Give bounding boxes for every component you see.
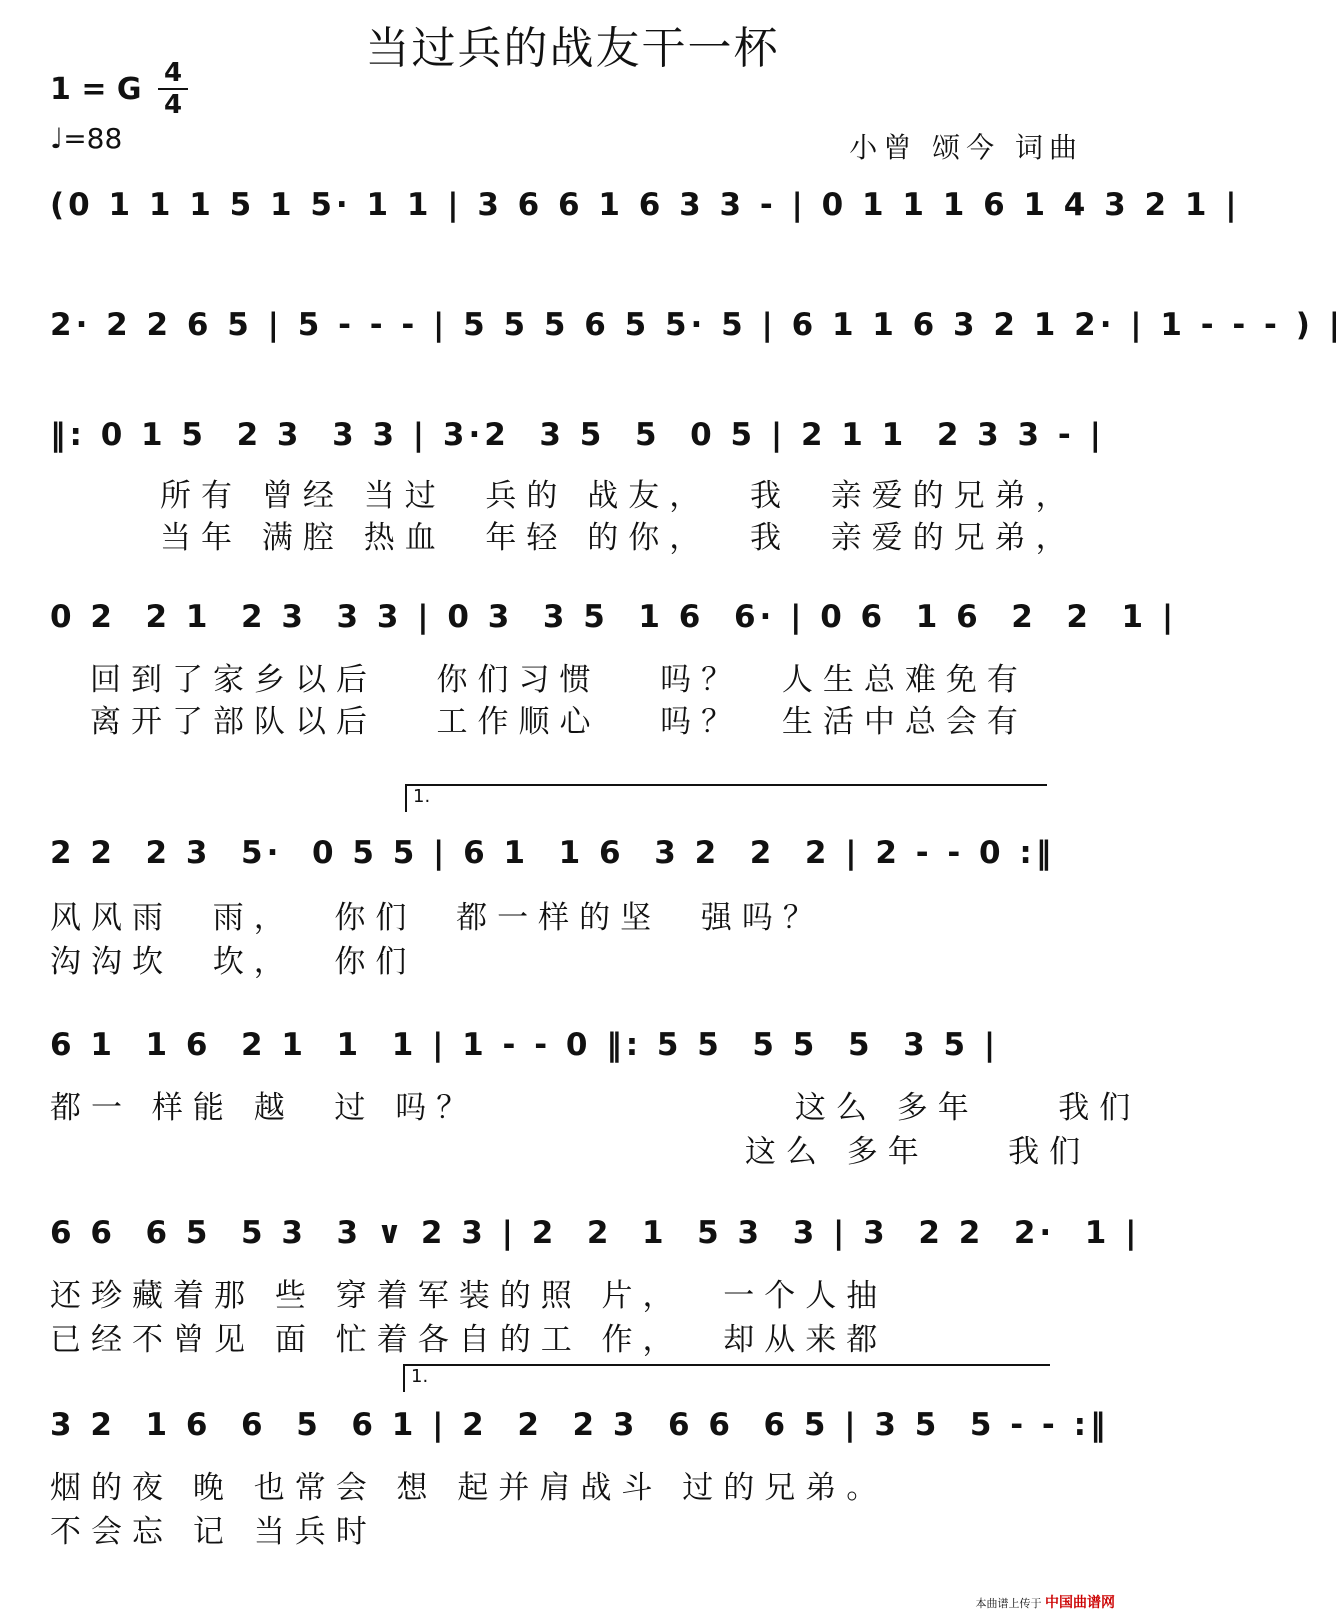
footer-site-logo: 中国曲谱网: [1045, 1595, 1115, 1611]
time-signature-bottom: 4: [163, 90, 183, 120]
lyric-row-4-verse-1: 回到了家乡以后 你们习惯 吗？ 人生总难免有: [90, 662, 1028, 698]
composer-credit: 小曾 颂今 词曲: [849, 131, 1083, 164]
source-footer: [976, 1592, 1116, 1612]
volta-label-1: 1.: [413, 786, 431, 807]
lyric-row-8-verse-2: 不会忘 记 当兵时: [50, 1514, 377, 1550]
lyric-row-3-verse-2: 当年 满腔 热血 年轻 的你， 我 亲爱的兄弟，: [160, 520, 1077, 556]
lyric-row-3-verse-1: 所有 曾经 当过 兵的 战友， 我 亲爱的兄弟，: [160, 478, 1077, 514]
lyric-row-7-verse-1: 还珍藏着那 些 穿着军装的照 片， 一个人抽: [50, 1278, 888, 1314]
lyric-row-7-verse-2: 已经不曾见 面 忙着各自的工 作， 却从来都: [50, 1322, 888, 1358]
notes-row-3: ‖: 0 1 5 2 3 3 3 | 3·2 3 5 5 0 5 | 2 1 1 2 3 3 - |: [50, 417, 1105, 453]
notes-row-2: 2· 2 2 6 5 | 5 - - - | 5 5 5 6 5 5· 5 | 6 1 1 6 3 2 1 2· | 1 - - - ) |: [50, 307, 1344, 343]
footer-text: 本曲谱上传于: [975, 1597, 1042, 1610]
song-title: 当过兵的战友干一杯: [365, 23, 780, 74]
notes-row-4: 0 2 2 1 2 3 3 3 | 0 3 3 5 1 6 6· | 0 6 1 6 2 2 1 |: [50, 599, 1178, 635]
lyric-row-8-verse-1: 烟的夜 晚 也常会 想 起并肩战斗 过的兄弟。: [50, 1470, 888, 1506]
notes-row-5: 2 2 2 3 5· 0 5 5 | 6 1 1 6 3 2 2 2 | 2 - - 0 :‖: [50, 835, 1056, 871]
tempo-marking: ♩=88: [50, 122, 123, 155]
notes-row-6: 6 1 1 6 2 1 1 1 | 1 - - 0 ‖: 5 5 5 5 5 3 5 |: [50, 1027, 1000, 1063]
lyric-row-6-verse-2: 这么 多年 我们: [50, 1134, 1091, 1170]
time-signature: [158, 60, 188, 118]
lyric-row-5-verse-2: 沟沟坎 坎， 你们: [50, 944, 417, 980]
lyric-row-6-verse-1: 都一 样能 越 过 吗？ 这么 多年 我们: [50, 1090, 1141, 1126]
key-signature: 1 = G: [50, 72, 142, 107]
time-signature-top: 4: [163, 58, 183, 88]
notes-row-8: 3 2 1 6 6 5 6 1 | 2 2 2 3 6 6 6 5 | 3 5 5 - - :‖: [50, 1407, 1110, 1443]
notes-row-7: 6 6 6 5 5 3 3 ∨ 2 3 | 2 2 1 5 3 3 | 3 2 2 2· 1 |: [50, 1215, 1141, 1251]
lyric-row-5-verse-1: 风风雨 雨， 你们 都一样的坚 强吗？: [50, 900, 824, 936]
volta-label-2: 1.: [411, 1366, 429, 1387]
volta-bracket-1: [405, 784, 1047, 812]
volta-bracket-2: [403, 1364, 1050, 1392]
lyric-row-4-verse-2: 离开了部队以后 工作顺心 吗？ 生活中总会有: [90, 704, 1028, 740]
notes-row-1: (0 1 1 1 5 1 5· 1 1 | 3 6 6 1 6 3 3 - | 0 1 1 1 6 1 4 3 2 1 |: [50, 187, 1241, 223]
